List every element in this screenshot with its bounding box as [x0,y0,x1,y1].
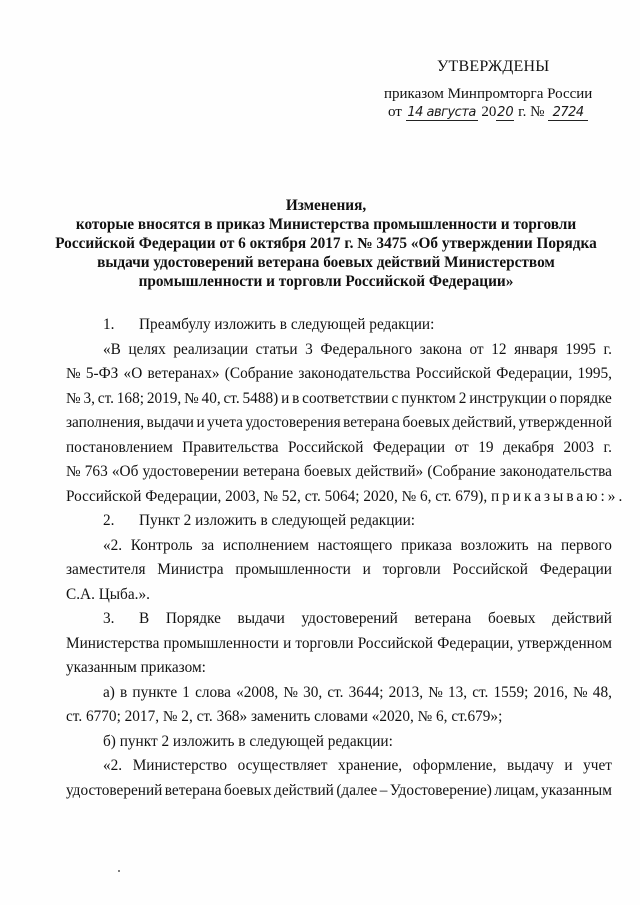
word: и [283,634,292,652]
paragraph-line-last: указанным приказом: [66,659,206,676]
paragraph-number: 1. [103,316,115,333]
word: Министерства [66,634,160,652]
word: Федерации [539,561,612,578]
paragraph-line [66,632,612,657]
word: промышленности [235,561,351,578]
word: 2003 [563,438,595,456]
word: возложить [460,536,529,554]
word: «Об [111,463,139,480]
word: соответствии [302,389,389,407]
word: 2019, [146,389,182,407]
word: Федерации, [437,634,514,652]
heading-line: которые вносятся в приказ Министерства промышленности и торговли [75,216,577,233]
word: и [362,561,371,578]
word: настоящего [317,536,393,554]
word: Российской [288,438,364,456]
quote-text: Российской Федерации, 2003, № 52, ст. 5064; 2020, № 6, ст. 679), [66,487,488,505]
word: (Собрание [427,463,496,480]
quote-line [66,362,612,387]
word: о [549,389,557,407]
heading-line: Изменения, [285,197,367,214]
paragraph-number: 2. [103,512,115,529]
word: 763 [84,463,108,480]
word: слова [195,683,231,701]
spaced-order-word: приказываю:». [490,487,626,505]
word: декабря [502,438,554,456]
word: в [120,683,128,701]
handwritten-number: 2724 [548,105,588,121]
word: на [537,536,553,554]
heading-line: выдачи удостоверений ветерана боевых действий Министерством [97,254,555,271]
heading-line: Российской Федерации от 6 октября 2017 г. № 3475 «Об утверждении Порядка [55,235,597,252]
word: «2. [103,757,123,774]
paragraph-text: Пункт 2 изложить в следующей редакции: [139,512,416,529]
word: инструкции [469,389,547,407]
word: 13, [447,683,468,701]
word: Министерство [132,757,228,774]
word: заполнения, [66,414,145,431]
paragraph-text [139,607,612,632]
word: удостоверении [142,463,239,480]
word: Российской [452,561,528,578]
word: ветеранах» [147,365,220,382]
subitem-b-line: б) пункт 2 изложить в следующей редакции: [103,732,393,750]
word: 5-ФЗ [85,365,119,382]
word: 30, [303,683,323,701]
document-body [66,313,626,803]
word: Контроль [130,536,193,554]
quote-line [66,411,612,436]
word: исполнением [222,536,309,554]
word: торговли [382,561,441,578]
word: учет [583,757,612,774]
word: 1995, [577,365,612,382]
word: Федерации [372,438,446,456]
word: выдачу [506,757,554,774]
word: закона [419,340,462,358]
word: а) [103,683,115,701]
paragraph-1 [66,313,612,338]
word: ст. [327,683,344,701]
quote-line-last: С.А. Цыба.». [66,585,150,603]
subitem-a-line: ст. 6770; 2017, № 2, ст. 368» заменить словами «2020, № 6, ст.679»; [66,708,503,725]
word: 2016, [533,683,568,701]
word: № [573,683,588,701]
quote-line [66,754,612,779]
heading-line: промышленности и торговли Российской Федерации» [138,273,514,290]
word: оформление, [412,757,497,774]
word: № [66,389,81,407]
quote-line-last [66,485,626,510]
word: действий, [452,414,517,431]
word: ветерана [164,781,222,799]
subitem-a-line [66,681,612,706]
handwritten-date: 14 августа [407,105,476,120]
paragraph-2 [66,509,612,534]
word: 3644; [348,683,384,701]
word: – [379,781,388,799]
word: промышленности [163,634,279,652]
word: 168; [116,389,144,407]
word: за [201,536,215,554]
word: осуществляет [237,757,328,774]
word: боевых [303,463,352,480]
word: 12 [491,340,507,358]
word: 1995 [565,340,596,358]
word: приказа [401,536,452,554]
word: боевых [224,781,272,799]
from-label: от [388,104,402,120]
word: (далее [336,781,378,799]
word: действий» [355,463,424,480]
word: с [391,389,399,407]
word: 3, [83,389,95,407]
word: г. [603,438,612,456]
word: Федерального [320,340,413,358]
word: действий [274,781,334,799]
word: от [454,438,469,456]
word: порядке [559,389,612,407]
word: № [66,365,81,382]
word: января [514,340,558,358]
word: законодательства [298,365,411,382]
quote-line [66,460,612,485]
word: В Порядке выдачи удостоверений ветерана боевых действий [139,610,612,627]
word: законодательства [499,463,612,480]
word: и [564,757,573,774]
word: г. [603,340,612,358]
word: постановлением [66,438,173,456]
word: ветерана [343,414,400,431]
paragraph-3 [66,607,612,632]
quote-line [66,338,612,363]
document-heading [40,196,612,291]
word: заместителя [66,561,146,578]
quote-line [66,387,612,412]
word: хранение, [338,757,403,774]
word: целях [128,340,166,358]
quote-line [66,779,612,804]
word: № [66,463,81,480]
word: «2. [103,536,123,554]
word: первого [561,536,612,554]
word: утвержденной [518,414,612,431]
word: 1 [182,683,190,701]
word: 1559; [493,683,529,701]
word: № [184,389,199,407]
handwritten-year: 20 [497,105,514,120]
approval-date-line [388,104,588,121]
word: (Собрание [224,365,294,382]
word: Российской [357,634,434,652]
word: ст. [223,389,240,407]
word: и [281,389,290,407]
quote-line [66,558,612,583]
word: 40, [201,389,221,407]
word: 2 [458,389,467,407]
quote-line [66,534,612,559]
scan-speck [118,870,120,872]
word: утвержденном [517,634,612,652]
word: выдачи [146,414,194,431]
word: Правительства [182,438,279,456]
word: 3 [305,340,313,358]
approval-order-line: приказом Минпромторга России [384,86,593,102]
word: пункте [132,683,178,701]
word: торговли [295,634,354,652]
word: № [283,683,298,701]
year-prefix: 20 [481,104,497,120]
year-suffix: г. № [518,104,545,120]
word: 2013, [388,683,424,701]
word: лицам, [494,781,539,799]
word: статьи [255,340,298,358]
word: ст. [97,389,114,407]
word: удостоверения [245,414,341,431]
word: указанным [541,781,612,799]
word: от [469,340,484,358]
word: ветерана [243,463,300,480]
word: Федерации, [496,365,573,382]
word: удостоверений [66,781,163,799]
paragraph-number: 3. [103,610,115,627]
paragraph-text: Преамбулу изложить в следующей редакции: [139,316,435,333]
word: «В [103,340,121,358]
word: № [428,683,443,701]
word: ст. [472,683,489,701]
word: 48, [592,683,612,701]
word: Удостоверение) [389,781,492,799]
word: 5488) [242,389,279,407]
quote-line [66,436,612,461]
word: Министра [157,561,224,578]
word: пунктом [401,389,456,407]
word: «2008, [236,683,279,701]
word: боевых [402,414,450,431]
word: 19 [478,438,494,456]
approval-title: УТВЕРЖДЕНЫ [437,58,550,75]
word: реализации [173,340,249,358]
word: в [292,389,300,407]
word: Российской [415,365,492,382]
word: и [196,414,205,431]
word: учета [207,414,243,431]
word: «О [123,365,143,382]
